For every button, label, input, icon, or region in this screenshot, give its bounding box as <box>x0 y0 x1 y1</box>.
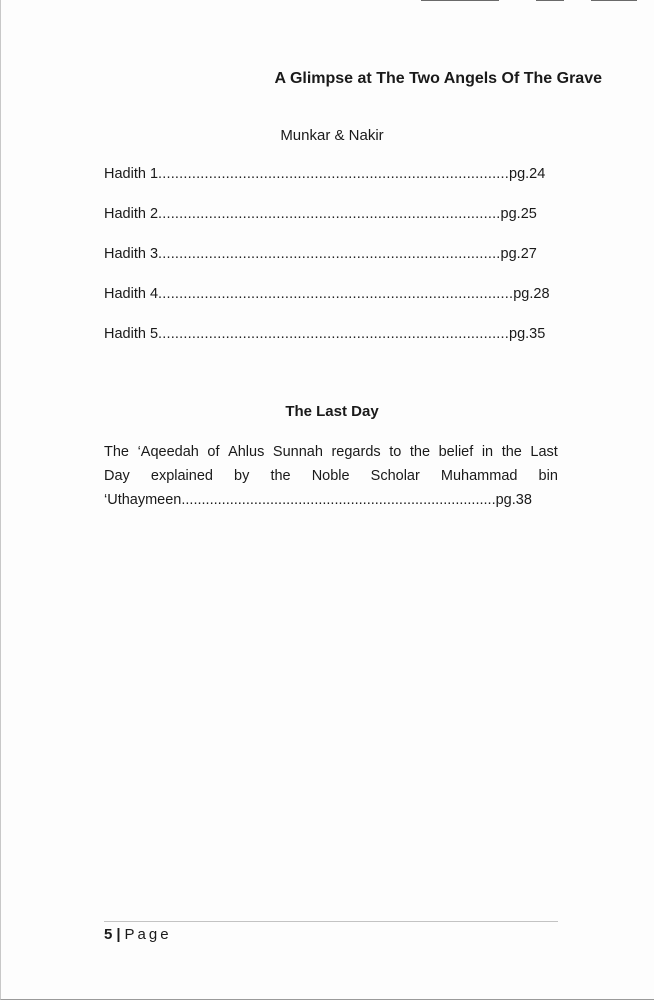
paragraph-line <box>104 464 558 488</box>
paragraph-word: in <box>481 444 494 460</box>
toc-entry-label: Hadith 2 <box>104 206 159 222</box>
toc-entry-page: pg.24 <box>509 166 546 182</box>
paragraph-word: Ahlus <box>228 444 265 460</box>
paragraph-word: by <box>234 468 250 484</box>
paragraph-word: the <box>270 468 291 484</box>
footer-divider <box>104 921 558 922</box>
toc-entry-page: pg.35 <box>509 326 546 342</box>
page-label: Page <box>124 926 172 943</box>
toc-leader-dots: ................................................................................. <box>158 206 501 222</box>
toc-entry[interactable] <box>104 166 552 186</box>
paragraph-word: belief <box>438 444 474 460</box>
toc-entry-label: Hadith 3 <box>104 246 159 262</box>
toc-leader-dots: .............................................................................. <box>181 492 496 508</box>
toc-leader-dots: ................................................................................. <box>158 246 501 262</box>
paragraph-line <box>104 488 558 512</box>
toc-entry-page: pg.27 <box>500 246 537 262</box>
paragraph-word: The <box>104 444 129 460</box>
toc-entry-page: pg.28 <box>513 286 550 302</box>
toc-paragraph-entry[interactable] <box>104 440 558 512</box>
paragraph-word: ‘Aqeedah <box>137 444 199 460</box>
toc-leader-dots: .................................................................................... <box>158 286 514 302</box>
section-subtitle: Munkar & Nakir <box>280 127 384 144</box>
toc-entry[interactable] <box>104 206 552 226</box>
toc-entry-page: pg.25 <box>500 206 537 222</box>
toc-entry-page: pg.38 <box>495 492 532 508</box>
paragraph-word: Sunnah <box>272 444 323 460</box>
paragraph-word: explained <box>150 468 213 484</box>
paragraph-word: the <box>409 444 431 460</box>
page-number: 5 <box>104 926 113 943</box>
footer-separator: | <box>116 926 121 943</box>
toc-entry[interactable] <box>104 326 552 346</box>
section-heading: The Last Day <box>285 403 379 420</box>
paragraph-word: Muhammad <box>440 468 518 484</box>
toc-entry-label: Hadith 1 <box>104 166 159 182</box>
paragraph-word: Scholar <box>370 468 420 484</box>
toc-leader-dots: ................................................................................... <box>158 326 509 342</box>
page-footer <box>104 926 172 943</box>
scan-mark <box>421 0 499 1</box>
paragraph-word: Day <box>104 468 130 484</box>
paragraph-line <box>104 440 558 464</box>
paragraph-word: the <box>501 444 522 460</box>
paragraph-word: to <box>389 444 402 460</box>
scan-mark <box>536 0 564 1</box>
toc-entry[interactable] <box>104 286 552 306</box>
paragraph-word: of <box>207 444 220 460</box>
page-title: A Glimpse at The Two Angels Of The Grave <box>274 70 602 87</box>
paragraph-word: bin <box>538 468 558 484</box>
paragraph-word: regards <box>331 444 381 460</box>
paragraph-word: Noble <box>311 468 350 484</box>
table-of-contents <box>104 166 552 366</box>
scan-mark <box>591 0 637 1</box>
toc-entry-label: Hadith 5 <box>104 326 159 342</box>
toc-entry-label: ‘Uthaymeen <box>104 492 182 508</box>
toc-entry-label: Hadith 4 <box>104 286 159 302</box>
toc-leader-dots: ................................................................................... <box>158 166 509 182</box>
paragraph-word: Last <box>530 444 558 460</box>
toc-entry[interactable] <box>104 246 552 266</box>
